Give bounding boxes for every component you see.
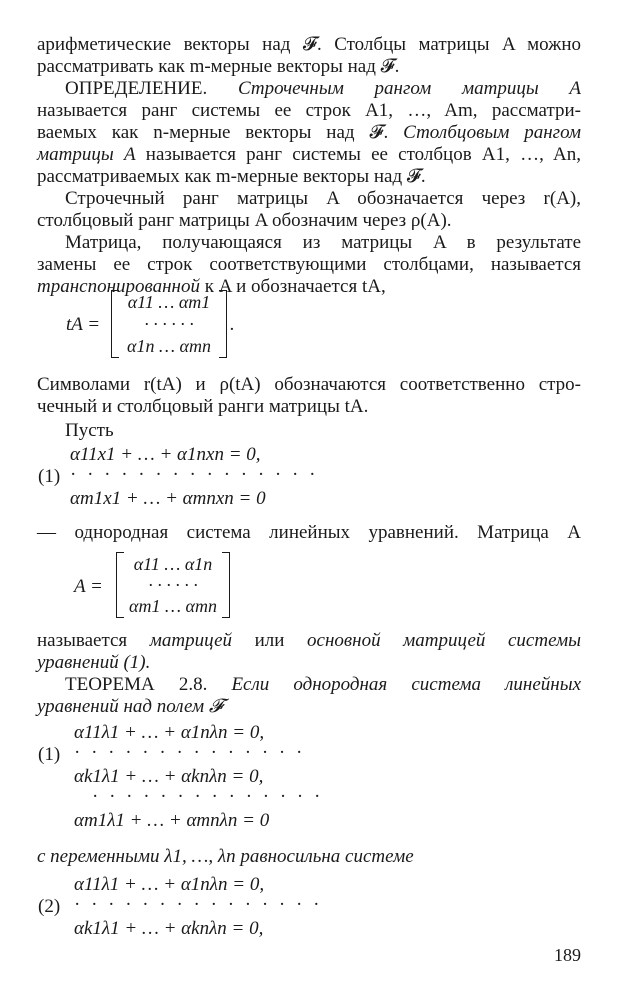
definition-heading: ОПРЕДЕЛЕНИЕ. <box>65 78 208 99</box>
text-line: — однородная система линейных уравнений. Матрица A <box>37 522 581 543</box>
theorem-text: с переменными λ1, …, λn равносильна системе <box>37 846 414 867</box>
matrix-row: α11 … α1n <box>133 554 213 574</box>
term-matrix: матрицей <box>149 630 233 651</box>
equation: αk1λ1 + … + αknλn = 0, <box>74 918 264 939</box>
theorem-line <box>65 674 581 696</box>
text-fragment: называется ранг системы ее столбцов A1, …, An, <box>145 144 582 165</box>
theorem-heading: ТЕОРЕМА 2.8. <box>65 674 208 695</box>
definition-term: Строчечным рангом матрицы A <box>237 78 581 99</box>
equation-tag: (2) <box>38 896 61 917</box>
coefficient-matrix <box>116 552 230 618</box>
text-line <box>37 630 581 652</box>
matrix-row: · · · · · · <box>148 575 198 595</box>
equation-dots: · · · · · · · · · · · · · · · <box>74 894 323 915</box>
theorem-text: уравнений над полем 𝓕 <box>37 696 223 717</box>
equation-tag: (1) <box>38 744 61 765</box>
matrix-row: · · · · · · <box>144 314 194 334</box>
matrix-label: A = <box>74 576 103 597</box>
equation: α11λ1 + … + α1nλn = 0, <box>74 874 265 895</box>
equation-tag: (1) <box>38 466 61 487</box>
term-main-matrix: основной матрицей системы <box>307 630 582 651</box>
punctuation: . <box>230 314 235 335</box>
text-line: Матрица, получающаяся из матрицы A в результате <box>65 232 581 253</box>
text-line: чечный и столбцовый ранги матрицы tA. <box>37 396 369 417</box>
equation-dots: · · · · · · · · · · · · · · · <box>70 464 319 485</box>
text-line: арифметические векторы над 𝓕. Столбцы матрицы A можно <box>37 34 581 55</box>
equation-dots: · · · · · · · · · · · · · · <box>74 742 306 763</box>
page-number: 189 <box>554 945 581 965</box>
equation: αk1λ1 + … + αknλn = 0, <box>74 766 264 787</box>
definition-line <box>65 78 581 100</box>
equation: α11x1 + … + α1nxn = 0, <box>70 444 261 465</box>
text-fragment: ваемых как n-мерные векторы над 𝓕. <box>37 122 389 143</box>
text-line: называется ранг системы ее строк A1, …, Am, рассматри- <box>37 100 581 121</box>
text-fragment: к A и обозначается tA, <box>204 276 386 297</box>
term-transposed: транспонированной <box>37 276 200 297</box>
matrix-label: tA = <box>66 314 101 335</box>
definition-term: Столбцовым рангом <box>403 122 581 143</box>
equation: α11λ1 + … + α1nλn = 0, <box>74 722 265 743</box>
text-line: рассматривать как m-мерные векторы над 𝓕. <box>37 56 400 77</box>
definition-line <box>37 122 581 144</box>
matrix-row: α11 … αm1 <box>127 292 211 312</box>
text-line: рассматриваемых как m-мерные векторы над 𝓕. <box>37 166 426 187</box>
text-fragment: или <box>254 630 285 651</box>
theorem-text: Если однородная система линейных <box>231 674 582 695</box>
text-line: замены ее строк соответствующими столбцами, называется <box>37 254 581 275</box>
text-line: Строчечный ранг матрицы A обозначается через r(A), <box>65 188 581 209</box>
transposed-matrix <box>111 290 227 358</box>
text-line: столбцовый ранг матрицы A обозначим через ρ(A). <box>37 210 452 231</box>
matrix-row: αm1 … αmn <box>129 596 217 616</box>
text-fragment: называется <box>37 630 128 651</box>
equation: αm1x1 + … + αmnxn = 0 <box>70 488 266 509</box>
equation-dots: · · · · · · · · · · · · · · <box>92 786 324 807</box>
equation: αm1λ1 + … + αmnλn = 0 <box>74 810 270 831</box>
definition-line <box>37 144 581 166</box>
text-line: уравнений (1). <box>37 652 151 673</box>
definition-term: матрицы A <box>37 144 136 165</box>
text-line: Символами r(tA) и ρ(tA) обозначаются соответственно стро- <box>37 374 581 395</box>
text-line: Пусть <box>65 420 114 441</box>
matrix-row: α1n … αmn <box>127 336 211 356</box>
